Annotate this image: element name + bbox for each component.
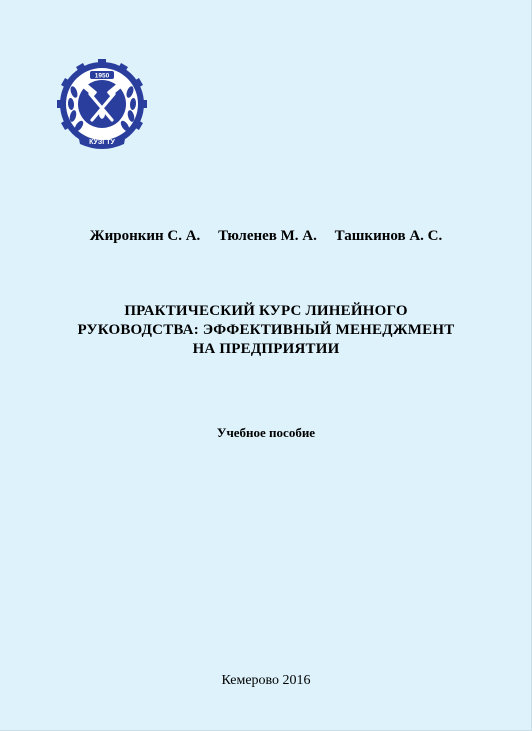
- title-line-2: РУКОВОДСТВА: ЭФФЕКТИВНЫЙ МЕНЕДЖМЕНТ: [77, 322, 455, 338]
- title-line-1: ПРАКТИЧЕСКИЙ КУРС ЛИНЕЙНОГО: [124, 303, 408, 319]
- author-3: Ташкинов А. С.: [334, 228, 443, 244]
- emblem-name: КУЗГТУ: [89, 139, 115, 146]
- emblem-graphic: [52, 54, 152, 154]
- imprint: Кемерово 2016: [221, 673, 311, 688]
- author-1: Жиронкин С. А.: [89, 228, 201, 244]
- book-title: [40, 302, 492, 359]
- book-type: Учебное пособие: [216, 425, 316, 440]
- author-2: Тюленев М. А.: [218, 228, 317, 244]
- university-emblem: [52, 54, 152, 154]
- title-line-3: НА ПРЕДПРИЯТИИ: [192, 341, 340, 357]
- emblem-year: 1950: [94, 72, 110, 80]
- authors-line: [0, 228, 532, 245]
